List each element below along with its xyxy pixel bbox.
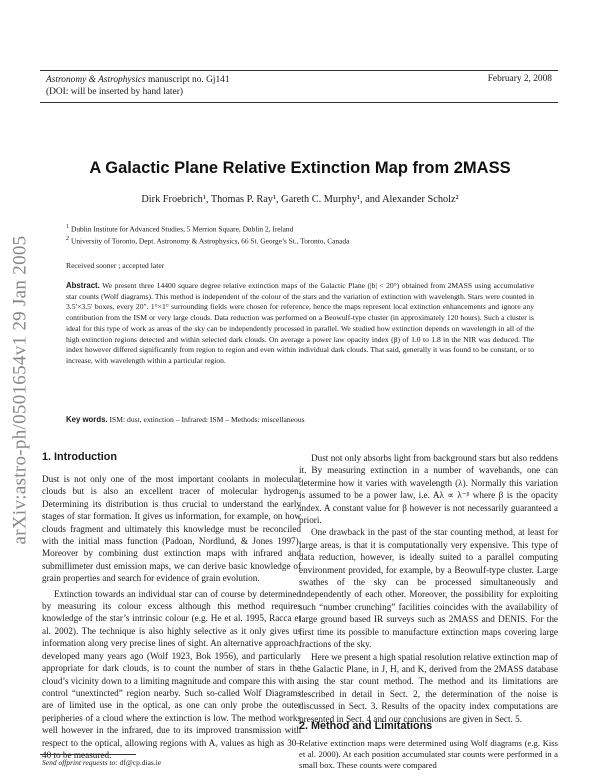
affiliation-1 [66, 224, 293, 233]
affiliation-text: Dublin Institute for Advanced Studies, 5 Merrion Square, Dublin 2, Ireland [71, 224, 294, 234]
doi-note: (DOI: will be inserted by hand later) [46, 87, 183, 97]
abstract-label: Abstract. [66, 281, 100, 290]
paper-title: A Galactic Plane Relative Extinction Map from 2MASS [89, 159, 511, 177]
author-list: Dirk Froebrich¹, Thomas P. Ray¹, Gareth C. Murphy¹, and Alexander Scholz² [141, 194, 459, 205]
manuscript-number: manuscript no. Gj141 [148, 75, 230, 85]
abstract-text: We present three 14400 square degree relative extinction maps of the Galactic Plane (|b| < 20°) obtained from 2MASS using accumulative star counts (Wolf diagrams). This method is independent of the colour of the stars and the variation of extinction with wavelength. Stars were counted in 3.5′×3.5′ boxes, every 20″. 1°×1° surrounding fields were chosen for reference, hence the maps represent local extinction enhancements and ignore any contribution from the ISM or very large clouds. Data reduction was performed on a Beowulf-type cluster (in approximately 120 hours). Such a cluster is ideal for this type of work as areas of the sky can be independently processed in parallel. We studied how extinction depends on wavelength in all of the high extinction regions detected and within selected dark clouds. On average a power law opacity index (β) of 1.0 to 1.8 in the NIR was deduced. The index however differed significantly from region to region and even within individual dark clouds. That said, generally it was found to be constant, or to increase, with wavelength within a particular region. [66, 281, 535, 365]
arxiv-identifier: arXiv:astro-ph/0501654v1 29 Jan 2005 [9, 235, 30, 545]
section-heading-methods: 2. Method and Limitations [299, 720, 433, 732]
abstract [66, 281, 534, 367]
affiliation-text: University of Toronto, Dept. Astronomy & Astrophysics, 66 St. George’s St., Toronto, Canada [71, 236, 350, 246]
affiliation-mark: 1 [66, 224, 69, 230]
keywords-text: ISM: dust, extinction – Infrared: ISM – Methods: miscellaneous [109, 415, 305, 424]
paragraph: Dust is not only one of the most important coolants in molecular clouds but is also an excellent tracer of molecular hydrogen. Determining its distribution is thus crucial to understand the early stages of star formation. It gives us information, for example, on how clouds fragment and ultimately this knowledge must be reconciled with the initial mass function (Padoan, Nordlund, & Jones 1997). Moreover by combining dust extinction maps with infrared and submillimeter dust emission maps, we can derive basic knowledge of grain properties and search for evidence of grain evolution. [42, 474, 301, 584]
header-rule-bottom [40, 102, 558, 103]
footnote-label: Send offprint requests to: [42, 758, 118, 767]
arxiv-sidebar [0, 210, 40, 570]
keywords [66, 415, 534, 424]
received-line: Received sooner ; accepted later [66, 261, 165, 270]
paragraph: Here we present a high spatial resolution relative extinction map of the Galactic Plane, in J, H, and K, derived from the 2MASS database using the star count method. The method and its limitations are described in detail in Sect. 2, the determination of the noise is discussed in Sect. 3. Results of the opacity index computations are presented in Sect. 4 and our conclusions are given in Sect. 5. [299, 651, 558, 724]
running-header [46, 74, 230, 98]
section-heading-introduction: 1. Introduction [42, 451, 117, 463]
paragraph: Extinction towards an individual star can of course by determined by measuring its colour excess although this method requires knowledge of the star’s intrinsic colour (e.g. He et al. 1995, Racca et al. 2002). The technique is also highly selective as it only gives us information along very precise lines of sight. An alternative approach, developed many years ago (Wolf 1923, Bok 1956), and particularly appropriate for dark clouds, is to count the number of stars in the cloud’s vicinity down to a limiting magnitude and compare this with a control “unextincted” region nearby. Such so-called Wolf Diagrams are of limited use in the optical, as one can only probe the outer peripheries of a cloud where the extinction is low. The method works well however in the infrared, due to its improved transmission with respect to the optical, allowing regions with Aᵥ values as high as 30–40 to be measured. [42, 588, 301, 760]
paragraph: Dust not only absorbs light from background stars but also reddens it. By measuring extinction in a number of wavebands, one can determine how it varies with wavelength (λ). Normally this variation is assumed to be a power law, i.e. Aλ ∝ λ⁻ᵝ where β is the opacity index. A constant value for β however is not necessarily guaranteed a priori. [299, 453, 558, 526]
footnote [42, 758, 161, 767]
footnote-rule [40, 754, 136, 755]
left-column [42, 473, 301, 761]
paragraph: Relative extinction maps were determined using Wolf diagrams (e.g. Kiss et al. 2000). At each position accumulated star counts were performed in a small box. These counts were compared [299, 738, 558, 770]
header-date: February 2, 2008 [487, 74, 552, 84]
methods-column [299, 738, 558, 771]
footnote-email[interactable]: df@cp.dias.ie [119, 758, 162, 767]
affiliation-mark: 2 [66, 236, 69, 242]
journal-name: Astronomy & Astrophysics [46, 75, 146, 85]
header-rule-top [40, 70, 558, 71]
right-column [299, 452, 558, 725]
affiliation-2 [66, 236, 349, 245]
keywords-label: Key words. [66, 415, 108, 424]
paragraph: One drawback in the past of the star counting method, at least for large areas, is that it is computationally very expensive. This type of data reduction, however, is ideally suited to a parallel computing environment provided, for example, by a Beowulf-type cluster. Large swathes of the sky can be processed simultaneously and independently of each other. Moreover, the possibility for exploiting such “number crunching” facilities coincides with the availability of large ground based IR surveys such as 2MASS and DENIS. For the first time its possible to manufacture extinction maps covering large fractions of the sky. [299, 527, 558, 650]
